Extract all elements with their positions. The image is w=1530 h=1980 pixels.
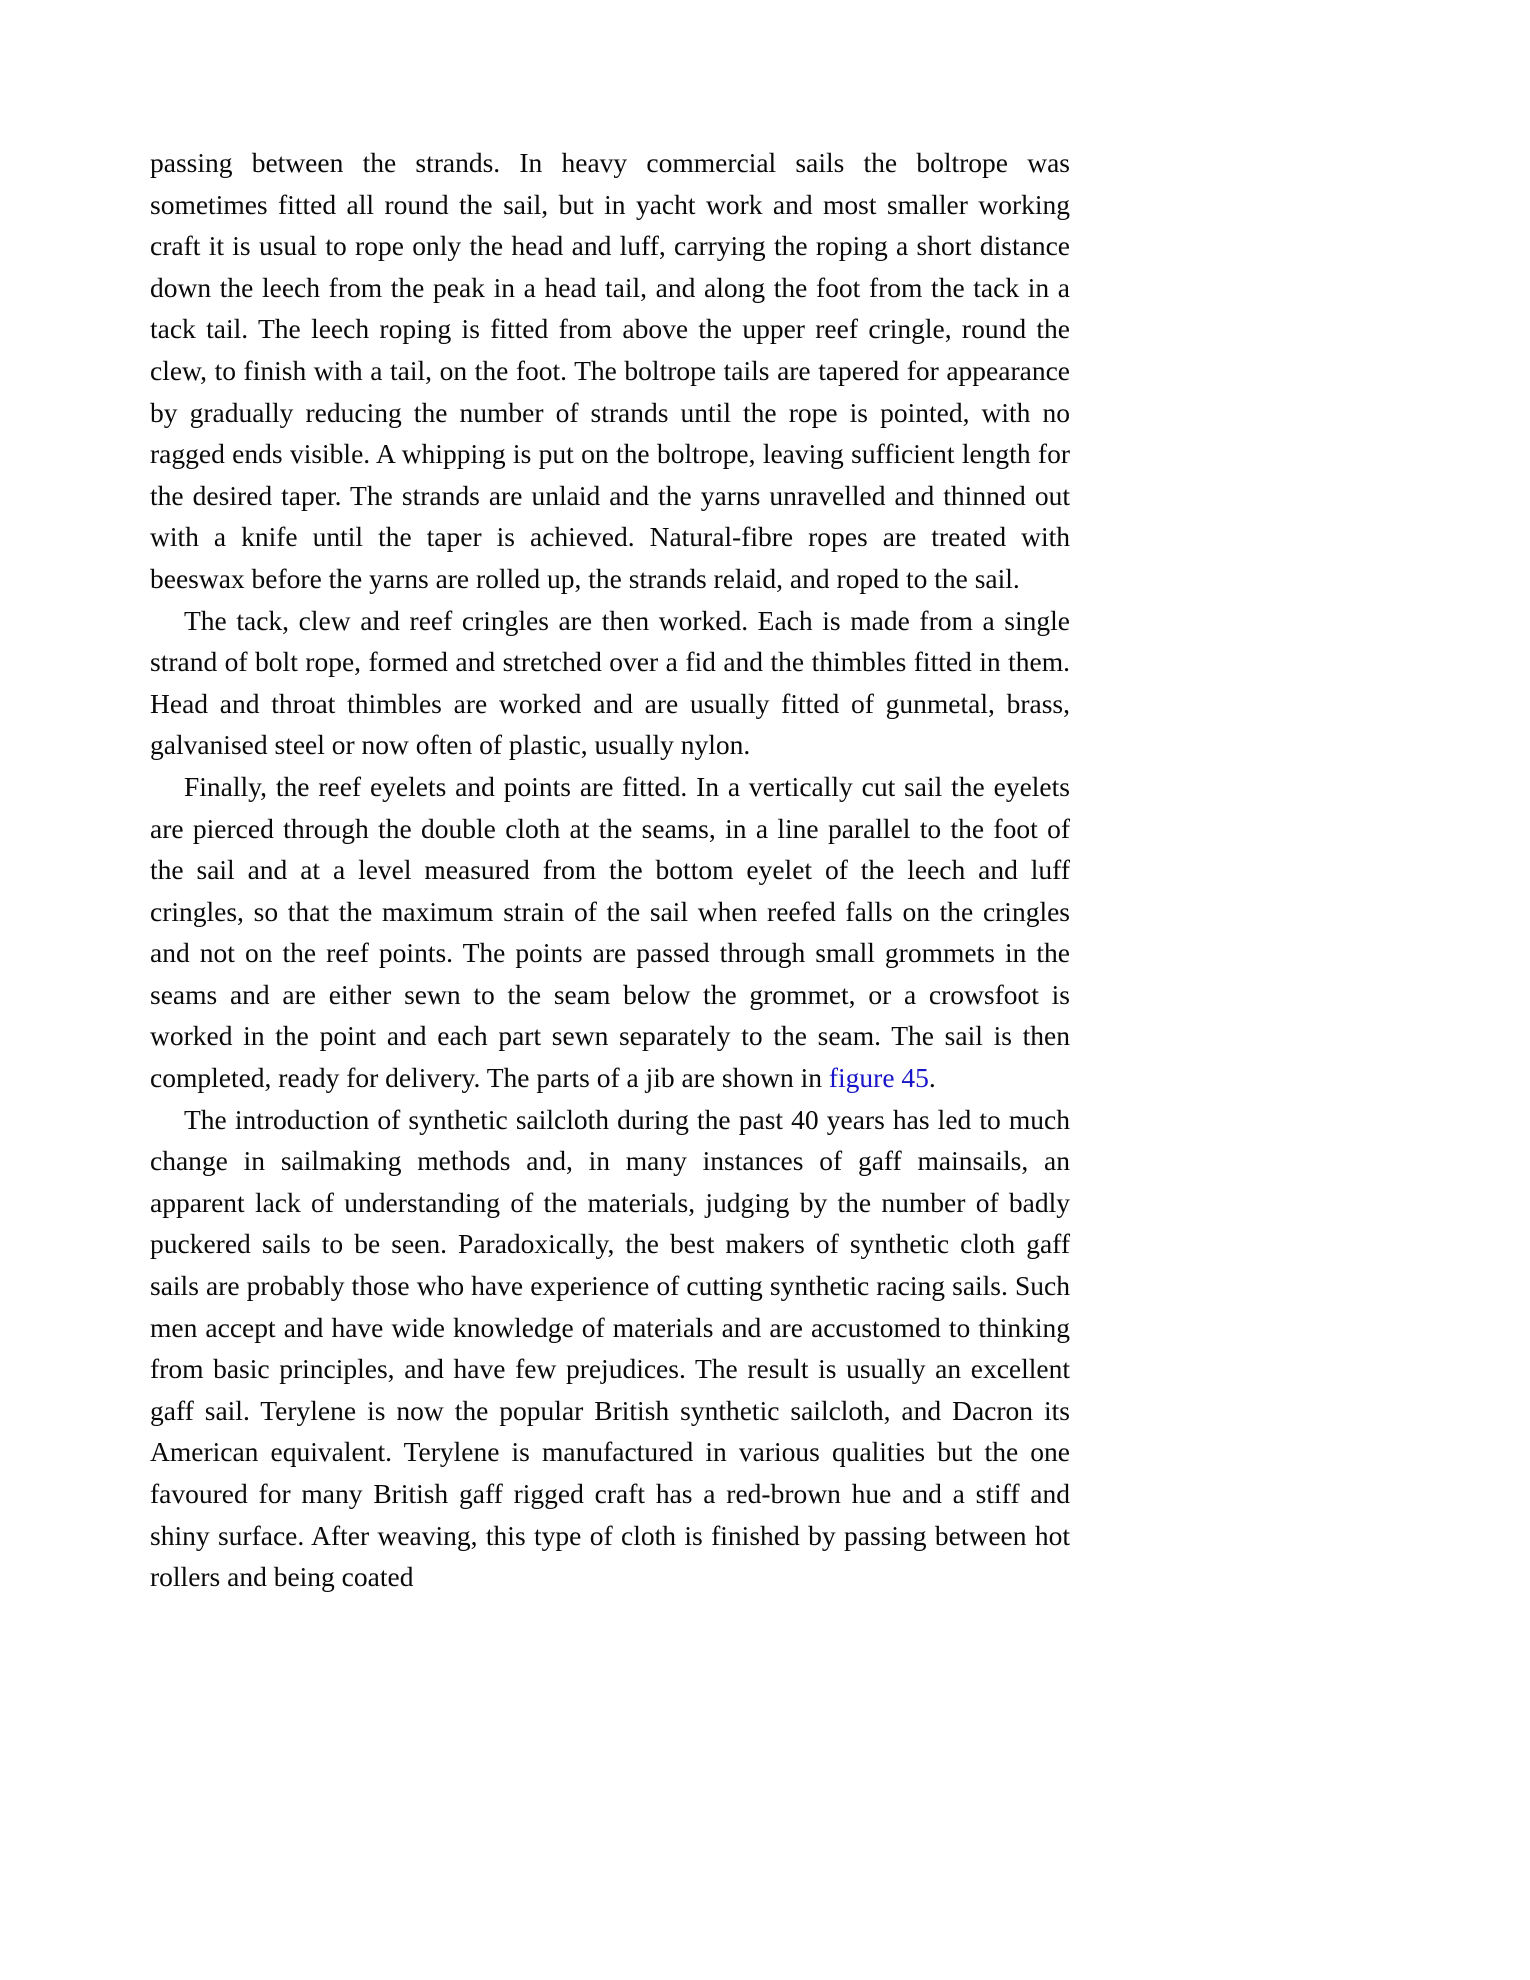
body-text-block [150, 142, 1070, 1598]
paragraph-boltrope: passing between the strands. In heavy commercial sails the boltrope was sometimes fitted all round the sail, but in yacht work and most smaller working craft it is usual to rope only the head and luff, carrying the roping a short distance down the leech from the peak in a head tail, and along the foot from the tack in a tack tail. The leech roping is fitted from above the upper reef cringle, round the clew, to finish with a tail, on the foot. The boltrope tails are tapered for appearance by gradually reducing the number of strands until the rope is pointed, with no ragged ends visible. A whipping is put on the boltrope, leaving sufficient length for the desired taper. The strands are unlaid and the yarns unravelled and thinned out with a knife until the taper is achieved. Natural-fibre ropes are treated with beeswax before the yarns are rolled up, the strands relaid, and roped to the sail. [150, 147, 1070, 594]
paragraph-synthetic: The introduction of synthetic sailcloth during the past 40 years has led to much change in sailmaking methods and, in many instances of gaff mainsails, an apparent lack of understanding of the materials, judging by the number of badly puckered sails to be seen. Paradoxically, the best makers of synthetic cloth gaff sails are probably those who have experience of cutting synthetic racing sails. Such men accept and have wide knowledge of materials and are accustomed to thinking from basic principles, and have few prejudices. The result is usually an excellent gaff sail. Terylene is now the popular British synthetic sailcloth, and Dacron its American equivalent. Terylene is manufactured in various qualities but the one favoured for many British gaff rigged craft has a red-brown hue and a stiff and shiny surface. After weaving, this type of cloth is finished by passing between hot rollers and being coated [150, 1103, 1070, 1593]
paragraph-cringles: The tack, clew and reef cringles are then worked. Each is made from a single strand of bolt rope, formed and stretched over a fid and the thimbles fitted in them. Head and throat thimbles are worked and are usually fitted of gunmetal, brass, galvanised steel or now often of plastic, usually nylon. [150, 604, 1070, 761]
paragraph-eyelets-text-before-link: Finally, the reef eyelets and points are fitted. In a vertically cut sail the eyelets are pierced through the double cloth at the seams, in a line parallel to the foot of the sail and at a level measured from the bottom eyelet of the leech and luff cringles, so that the maximum strain of the sail when reefed falls on the cringles and not on the reef points. The points are passed through small grommets in the seams and are either sewn to the seam below the grommet, or a crowsfoot is worked in the point and each part sewn separately to the seam. The sail is then completed, ready for delivery. The parts of a jib are shown in [150, 770, 1070, 1094]
paragraph-eyelets-text-after-link: . [928, 1062, 936, 1094]
figure-45-link[interactable]: figure 45 [828, 1062, 929, 1094]
paragraph-eyelets [150, 766, 1070, 1099]
